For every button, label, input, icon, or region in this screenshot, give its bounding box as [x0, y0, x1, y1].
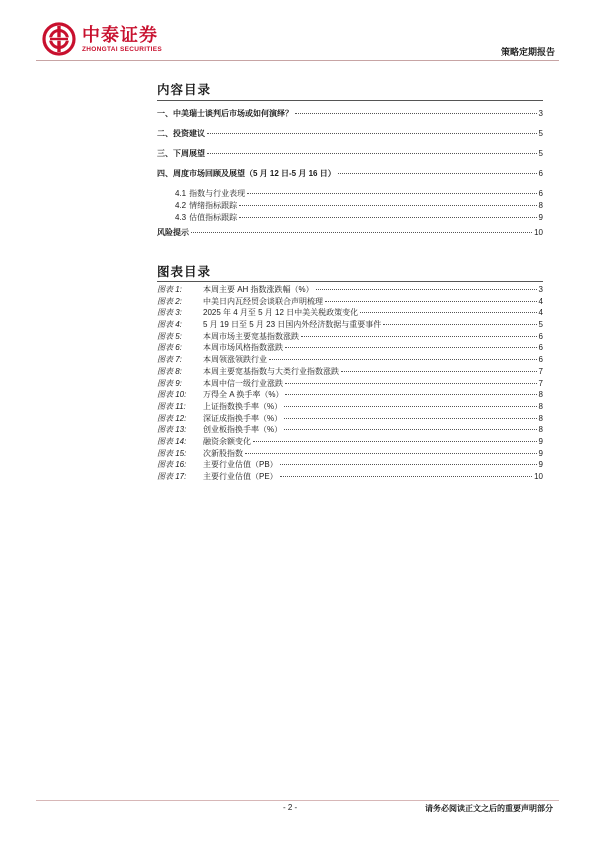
figure-label: 本周中信一级行业涨跌	[203, 378, 283, 388]
figure-number: 图表 4:	[157, 320, 182, 330]
figure-entry[interactable]	[157, 448, 543, 460]
figure-entry[interactable]	[157, 459, 543, 471]
toc-subentry[interactable]	[157, 212, 543, 224]
toc-entry[interactable]	[157, 227, 543, 247]
figure-label: 上证指数换手率（%）	[203, 401, 283, 411]
figure-entry[interactable]	[157, 319, 543, 331]
figure-label: 中美日内瓦经贸会谈联合声明梳理	[203, 296, 323, 306]
figure-entry[interactable]	[157, 378, 543, 390]
header-divider	[36, 60, 559, 61]
toc-subentry-label: 指数与行业表现	[189, 189, 246, 198]
figure-page: 10	[534, 472, 543, 481]
figure-entry[interactable]	[157, 424, 543, 436]
dot-leader	[285, 383, 537, 384]
figure-label: 本周领涨领跌行业	[203, 355, 267, 365]
figure-page: 6	[538, 343, 543, 353]
figure-entry[interactable]	[157, 436, 543, 448]
dot-leader	[295, 113, 537, 114]
figure-number: 图表 3:	[157, 308, 182, 318]
dot-leader	[253, 441, 537, 442]
figure-label: 本周主要 AH 指数涨跌幅（%）	[203, 285, 314, 294]
dot-leader	[207, 153, 537, 154]
figure-number: 图表 17:	[157, 472, 187, 481]
logo-chinese-name: 中泰证券	[82, 24, 158, 45]
dot-leader	[245, 453, 537, 454]
figure-page: 9	[538, 460, 543, 470]
toc-subentry[interactable]	[157, 188, 543, 200]
page-number: - 2 -	[283, 803, 298, 812]
dot-leader	[284, 418, 536, 419]
figure-entry[interactable]	[157, 342, 543, 354]
figures-title: 图表目录	[157, 265, 212, 279]
toc-subentry-number: 4.3	[175, 213, 187, 222]
contents-title-divider	[157, 100, 543, 101]
toc-subentry[interactable]	[157, 200, 543, 212]
figure-page: 3	[538, 285, 543, 294]
figure-label: 主要行业估值（PE）	[203, 472, 278, 481]
dot-leader	[383, 324, 536, 325]
toc-subentry-label: 情绪指标跟踪	[189, 201, 238, 210]
figure-page: 4	[538, 296, 543, 306]
toc-subentry-page: 9	[538, 213, 543, 222]
figure-page: 7	[538, 378, 543, 388]
dot-leader	[207, 133, 537, 134]
toc-entry-label: 一、中美瑞士谈判后市场或如何演绎？	[157, 109, 293, 118]
zhongtai-logo	[42, 22, 162, 56]
dot-leader	[284, 429, 536, 430]
figure-page: 4	[538, 308, 543, 318]
toc-subentry-number: 4.1	[175, 189, 187, 198]
figure-number: 图表 6:	[157, 343, 182, 353]
dot-leader	[285, 347, 537, 348]
dot-leader	[338, 173, 537, 174]
toc-entry[interactable]	[157, 168, 543, 188]
figures-title-divider	[157, 281, 543, 282]
figure-entry[interactable]	[157, 366, 543, 378]
figure-label: 本周市场主要宽基指数涨跌	[203, 331, 299, 341]
dot-leader	[280, 464, 537, 465]
figure-number: 图表 15:	[157, 448, 187, 458]
figure-page: 8	[538, 401, 543, 411]
toc-entry-label: 三、下周展望	[157, 149, 205, 158]
figure-label: 2025 年 4 月至 5 月 12 日中美关税政策变化	[203, 308, 359, 318]
toc-entry-label: 四、周度市场回顾及展望（5 月 12 日-5 月 16 日）	[157, 169, 336, 178]
figure-number: 图表 16:	[157, 460, 187, 470]
dot-leader	[239, 217, 536, 218]
report-type-label: 策略定期报告	[500, 47, 555, 57]
figure-number: 图表 12:	[157, 413, 187, 423]
figure-entry[interactable]	[157, 307, 543, 319]
figure-page: 8	[538, 413, 543, 423]
figure-number: 图表 14:	[157, 436, 187, 446]
toc-subentry-number: 4.2	[175, 201, 187, 210]
toc-entry-page: 5	[538, 129, 543, 138]
toc-entry[interactable]	[157, 128, 543, 148]
figure-label: 创业板指换手率（%）	[203, 425, 283, 435]
figure-label: 本周主要宽基指数与大类行业指数涨跌	[203, 366, 339, 376]
figure-page: 7	[538, 366, 543, 376]
figure-page: 9	[538, 448, 543, 458]
toc-subentry-label: 估值指标跟踪	[189, 213, 238, 222]
figure-number: 图表 5:	[157, 331, 182, 341]
toc-entry-label: 二、投资建议	[157, 129, 205, 138]
dot-leader	[191, 232, 532, 233]
figure-page: 9	[538, 436, 543, 446]
disclaimer-note: 请务必阅读正文之后的重要声明部分	[425, 804, 553, 813]
toc-entry-page: 5	[538, 149, 543, 158]
figure-label: 深证成指换手率（%）	[203, 413, 283, 423]
dot-leader	[325, 301, 537, 302]
dot-leader	[247, 193, 536, 194]
toc-entry[interactable]	[157, 108, 543, 128]
figure-number: 图表 1:	[157, 285, 182, 294]
figure-page: 6	[538, 355, 543, 365]
figure-label: 5 月 19 日至 5 月 23 日国内外经济数据与重要事件	[203, 320, 382, 330]
figure-label: 融资余额变化	[203, 436, 251, 446]
figure-number: 图表 7:	[157, 355, 182, 365]
dot-leader	[285, 394, 536, 395]
logo-english-name: ZHONGTAI SECURITIES	[82, 45, 162, 53]
footer-divider	[36, 800, 559, 801]
figure-number: 图表 9:	[157, 378, 182, 388]
figure-entry[interactable]	[157, 471, 543, 483]
figure-number: 图表 11:	[157, 401, 186, 411]
toc-entry-label: 风险提示	[157, 228, 189, 237]
dot-leader	[316, 289, 537, 290]
figure-entry[interactable]	[157, 401, 543, 413]
figure-number: 图表 2:	[157, 296, 182, 306]
figure-entry[interactable]	[157, 296, 543, 308]
toc-subentry-page: 6	[538, 189, 543, 198]
figure-page: 6	[538, 331, 543, 341]
figure-page: 5	[538, 320, 543, 330]
toc-entry-page: 6	[538, 169, 543, 178]
figure-entry[interactable]	[157, 389, 543, 401]
figure-number: 图表 13:	[157, 425, 187, 435]
figure-label: 本周市场风格指数涨跌	[203, 343, 283, 353]
figure-page: 8	[538, 425, 543, 435]
figure-number: 图表 10:	[157, 390, 187, 400]
figure-entry[interactable]	[157, 413, 543, 425]
dot-leader	[284, 406, 536, 407]
toc-entry-page: 3	[538, 109, 543, 118]
contents-list	[157, 108, 543, 247]
toc-entry-page: 10	[534, 228, 543, 237]
figures-list	[157, 284, 543, 483]
dot-leader	[301, 336, 537, 337]
figure-label: 主要行业估值（PB）	[203, 460, 278, 470]
figure-entry[interactable]	[157, 284, 543, 296]
zhongtai-logo-icon	[42, 22, 76, 56]
dot-leader	[269, 359, 537, 360]
figure-label: 万得全 A 换手率（%）	[203, 390, 284, 400]
contents-title: 内容目录	[157, 83, 212, 97]
toc-entry[interactable]	[157, 148, 543, 168]
figure-entry[interactable]	[157, 354, 543, 366]
dot-leader	[239, 205, 536, 206]
figure-entry[interactable]	[157, 331, 543, 343]
dot-leader	[280, 476, 532, 477]
dot-leader	[341, 371, 537, 372]
toc-subentry-page: 8	[538, 201, 543, 210]
page-header	[0, 0, 595, 70]
dot-leader	[360, 312, 536, 313]
figure-number: 图表 8:	[157, 366, 182, 376]
figure-label: 次新股指数	[203, 448, 243, 458]
figure-page: 8	[538, 390, 543, 400]
